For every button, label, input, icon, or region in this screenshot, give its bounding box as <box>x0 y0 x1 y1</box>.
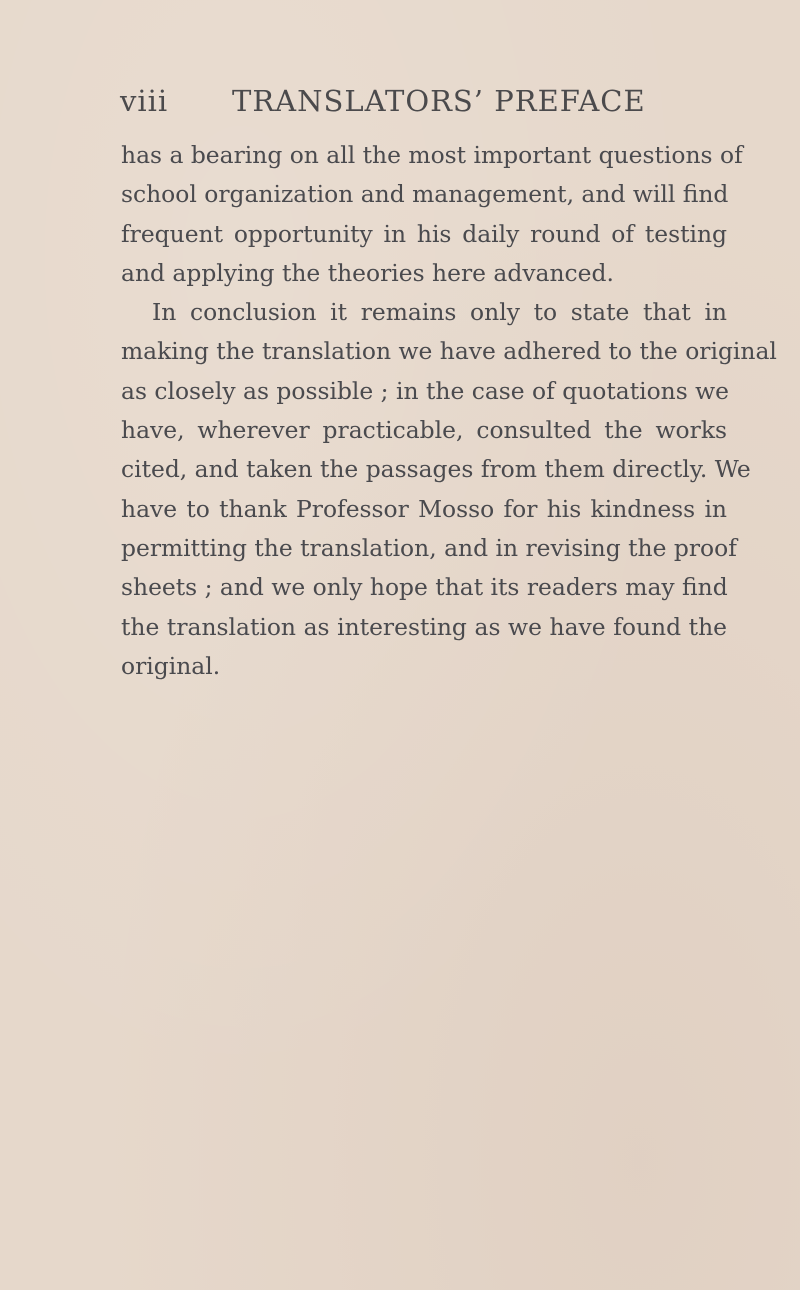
text-line: have to thank Professor Mosso for his kindness in <box>121 494 727 523</box>
text-line: original. <box>121 651 221 680</box>
text-line: frequent opportunity in his daily round of testing <box>121 219 727 248</box>
paragraph-1 <box>121 136 743 293</box>
text-line: school organization and management, and will find <box>121 180 729 209</box>
text-line: making the translation we have adhered to the original <box>121 337 777 366</box>
body-text <box>121 136 777 686</box>
running-head <box>120 84 740 124</box>
page-number: viii <box>120 84 169 118</box>
text-line: as closely as possible ; in the case of quotations we <box>121 376 730 405</box>
text-line: have, wherever practicable, consulted the works <box>121 416 727 445</box>
text-line: sheets ; and we only hope that its readers may find <box>121 573 728 602</box>
text-line: the translation as interesting as we have found the <box>121 612 727 641</box>
text-line: cited, and taken the passages from them directly. We <box>121 455 751 484</box>
text-line: and applying the theories here advanced. <box>121 258 614 287</box>
text-line: has a bearing on all the most important questions of <box>121 141 743 169</box>
paragraph-2 <box>121 293 777 686</box>
text-line: In conclusion it remains only to state that in <box>152 298 727 327</box>
running-title: TRANSLATORS’ PREFACE <box>232 84 646 118</box>
text-line: permitting the translation, and in revising the proof <box>121 533 737 562</box>
